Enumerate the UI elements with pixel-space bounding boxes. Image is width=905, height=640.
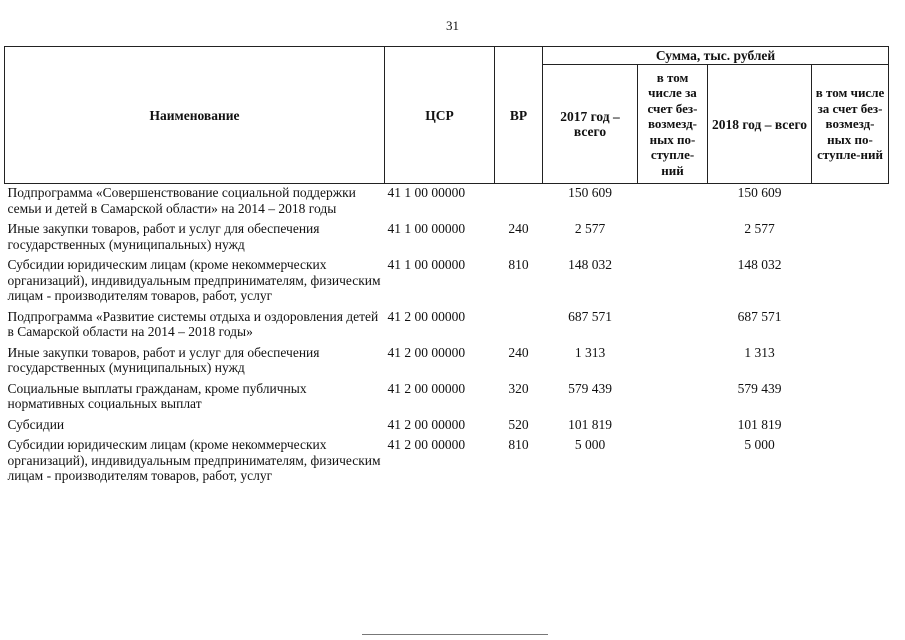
cell-2017-total: 148 032 (568, 257, 612, 272)
cell-csr: 41 2 00 00000 (387, 380, 466, 396)
column-header-sum-group: Сумма, тыс. рублей (543, 47, 889, 65)
cell-2018-grants (812, 184, 889, 221)
cell-vr: 240 (508, 221, 529, 236)
cell-2018-total: 687 571 (737, 308, 782, 324)
cell-2017-grants (638, 184, 708, 221)
cell-2018-total: 150 609 (737, 185, 782, 200)
budget-table (4, 46, 889, 488)
table-body (5, 184, 889, 488)
page-number: 31 (446, 18, 459, 33)
cell-csr: 41 2 00 00000 (387, 437, 466, 452)
column-header-csr: ЦСР (385, 47, 495, 184)
cell-2018-grants (812, 436, 889, 488)
column-header-2017-grants: в том числе за счет без-возмезд-ных по-ступле-ний (638, 65, 708, 184)
cell-csr: 41 2 00 00000 (387, 344, 466, 360)
cell-2018-total: 5 000 (744, 437, 775, 452)
cell-2018-total: 579 439 (737, 380, 782, 396)
cell-2017-grants (638, 436, 708, 488)
cell-name: Социальные выплаты гражданам, кроме публичных нормативных социальных выплат (7, 380, 307, 411)
cell-2017-total: 2 577 (574, 221, 606, 236)
cell-name: Субсидии юридическим лицам (кроме некоммерческих организаций), индивидуальным предпринимателям, физическим лицам - производителям товаров, работ, услуг (7, 437, 381, 483)
cell-2018-total: 2 577 (744, 221, 775, 236)
cell-2017-total: 150 609 (568, 185, 612, 200)
column-header-vr: ВР (495, 47, 543, 184)
cell-name: Подпрограмма «Совершенствование социальной поддержки семьи и детей в Самарской области» на 2014 – 2018 годы (7, 185, 356, 216)
cell-vr: 810 (508, 437, 529, 452)
cell-2017-grants (638, 416, 708, 437)
column-header-2017-total: 2017 год – всего (543, 65, 638, 184)
cell-2018-total: 148 032 (737, 257, 782, 272)
cell-2017-total: 579 439 (568, 380, 612, 396)
cell-csr: 41 2 00 00000 (387, 308, 466, 324)
cell-2017-grants (638, 256, 708, 308)
table-row (5, 220, 889, 256)
cell-name: Субсидии юридическим лицам (кроме некоммерческих организаций), индивидуальным предпринимателям, физическим лицам - производителям товаров, работ, услуг (7, 257, 381, 303)
cell-csr: 41 1 00 00000 (387, 221, 466, 236)
cell-2017-grants (638, 344, 708, 380)
cell-vr: 810 (508, 257, 529, 272)
table-row (5, 416, 889, 437)
cell-2018-grants (812, 344, 889, 380)
cell-vr: 320 (508, 380, 529, 396)
cell-2017-total: 5 000 (574, 437, 606, 452)
cell-2018-total: 101 819 (737, 416, 782, 432)
column-header-name: Наименование (5, 47, 385, 184)
cell-2018-grants (812, 220, 889, 256)
cell-csr: 41 1 00 00000 (387, 185, 466, 200)
table-header (5, 47, 889, 184)
table-row (5, 380, 889, 416)
cell-name: Иные закупки товаров, работ и услуг для обеспечения государственных (муниципальных) нужд (7, 344, 320, 375)
cell-name: Подпрограмма «Развитие системы отдыха и оздоровления детей в Самарской области на 2014 – 2018 годы» (7, 308, 379, 339)
table-row (5, 344, 889, 380)
cell-2018-total: 1 313 (744, 344, 775, 360)
cell-2017-total: 1 313 (574, 344, 606, 360)
table-row (5, 308, 889, 344)
cell-name: Иные закупки товаров, работ и услуг для обеспечения государственных (муниципальных) нужд (7, 221, 320, 252)
cell-vr: 240 (508, 344, 529, 360)
cell-vr (495, 184, 543, 221)
column-header-2018-grants: в том числе за счет без-возмезд-ных по-ступле-ний (812, 65, 889, 184)
table-row (5, 436, 889, 488)
cell-2018-grants (812, 416, 889, 437)
footer-divider (362, 634, 548, 635)
cell-vr (495, 308, 543, 344)
cell-name: Субсидии (7, 416, 65, 432)
table-row (5, 256, 889, 308)
cell-2017-grants (638, 380, 708, 416)
cell-2017-grants (638, 308, 708, 344)
cell-csr: 41 1 00 00000 (387, 257, 466, 272)
table-row (5, 184, 889, 221)
cell-2018-grants (812, 256, 889, 308)
cell-2018-grants (812, 308, 889, 344)
cell-2018-grants (812, 380, 889, 416)
column-header-2018-total: 2018 год – всего (708, 65, 812, 184)
cell-vr: 520 (508, 416, 529, 432)
cell-csr: 41 2 00 00000 (387, 416, 466, 432)
cell-2017-grants (638, 220, 708, 256)
cell-2017-total: 687 571 (568, 308, 612, 324)
cell-2017-total: 101 819 (568, 416, 612, 432)
